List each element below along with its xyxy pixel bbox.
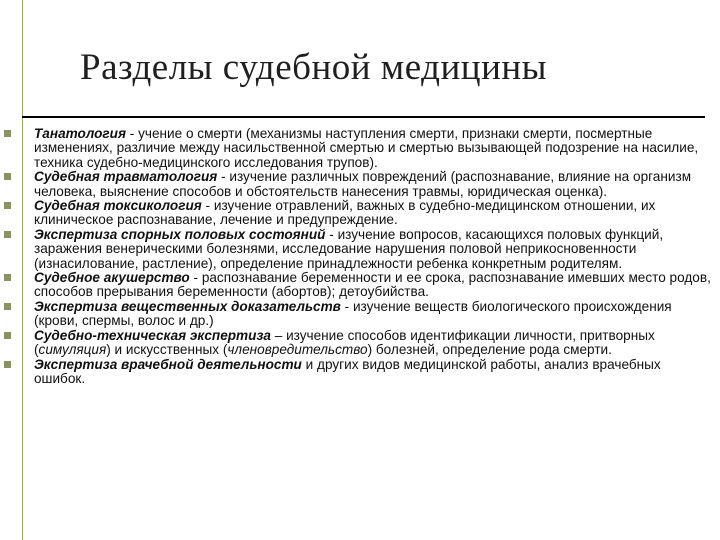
item-text: и других видов медицинской работы, анализ врачебных ошибок. [34,356,661,386]
item-text: ) и искусственных ( [106,342,228,358]
list-item [0,127,720,170]
title-divider [22,116,705,118]
item-italic-term: симуляция [38,342,107,358]
item-text: - изучение вопросов, касающихся половых функций, заражения венерическими болезнями, исследование нарушения половой неприкосновенности (изнасилование, растление), определение принадлежности ребенка конкретным родителям. [34,226,664,271]
list-item [0,271,720,300]
item-text: - распознавание беременности и ее срока, распознавание имевших место родов, способов прерывания беременности (абортов); детоубийства. [34,270,711,300]
square-bullet-icon [4,173,11,180]
item-term: Экспертиза спорных половых состояний [34,226,326,242]
item-term: Судебная травматология [34,169,218,185]
item-term: Судебное акушерство [34,270,190,286]
item-text: - учение о смерти (механизмы наступления смерти, признаки смерти, посмертные изменениях, различие между насильственной смертью и смертью вызывающей подозрение на насилие, техника судебно-медицинского исследования трупов). [34,126,699,170]
square-bullet-icon [4,361,11,368]
list-item [0,199,720,228]
item-term: Экспертиза вещественных доказательств [34,298,341,314]
item-term: Танатология [34,126,126,141]
square-bullet-icon [4,231,11,238]
list-item [0,228,720,271]
list-item [0,358,720,387]
item-text: - изучение различных повреждений (распознавание, влияние на организм человека, выяснение способов и обстоятельств нанесения травмы, юридическая оценка). [34,169,692,199]
page-title: Разделы судебной медицины [80,47,548,88]
square-bullet-icon [4,274,11,281]
list-item [0,329,720,358]
item-term: Экспертиза врачебной деятельности [34,356,302,372]
item-text: – изучение способов идентификации личности, притворных ( [34,327,655,358]
square-bullet-icon [4,202,11,209]
square-bullet-icon [4,130,11,137]
item-term: Судебная токсикология [34,198,202,214]
square-bullet-icon [4,332,11,339]
item-term: Судебно-техническая экспертиза [34,327,271,343]
square-bullet-icon [4,303,11,310]
list-item [0,170,720,199]
item-italic-term: членовредительство [227,342,368,358]
item-text: - изучение отравлений, важных в судебно-медицинском отношении, их клиническое распознавание, лечение и предупреждение. [34,198,656,228]
item-text: - изучение веществ биологического происхождения (крови, спермы, волос и др.) [34,298,672,329]
list-item [0,300,720,329]
item-text: ) болезней, определение рода смерти. [367,342,612,358]
sections-list [0,127,720,386]
